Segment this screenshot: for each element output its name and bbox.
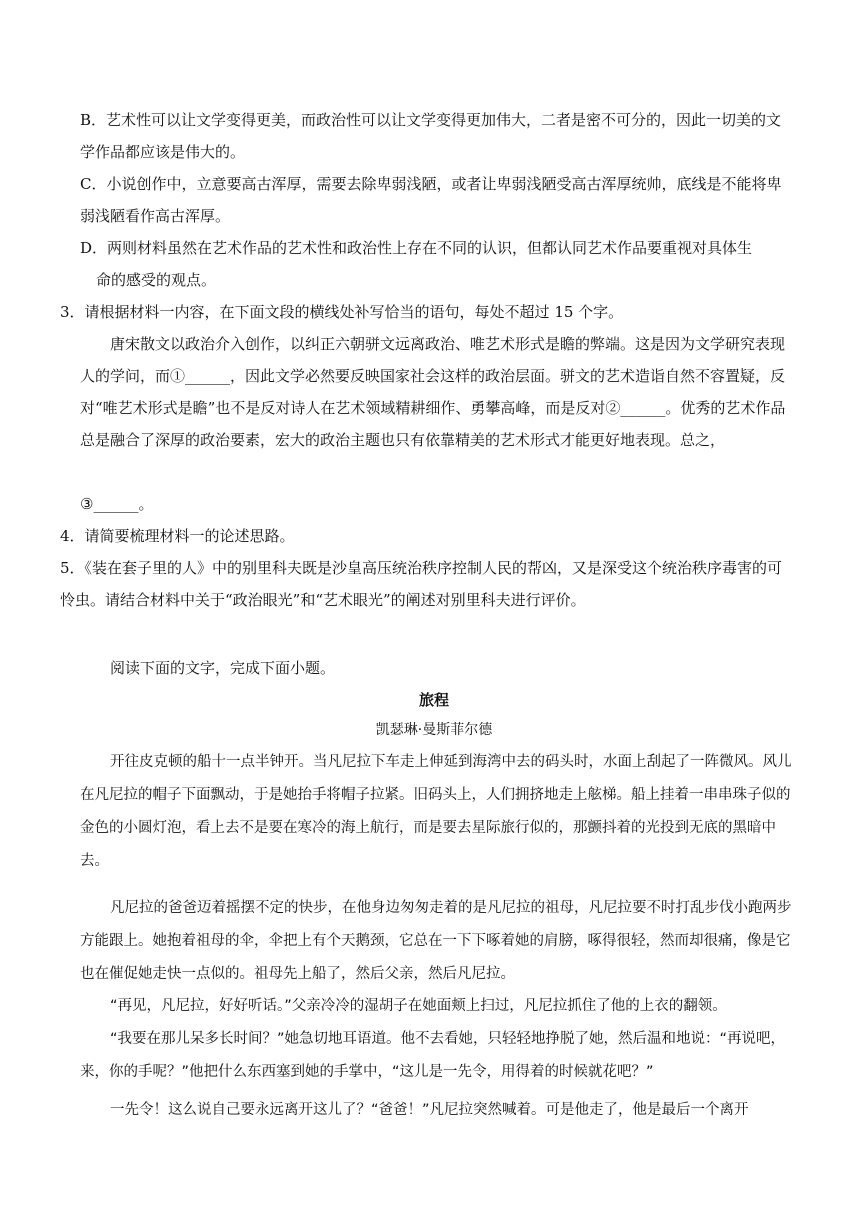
story-title: 旅程 [418,691,449,709]
option-d-line2: 命的感受的观点。 [96,271,217,289]
story-paragraph-3: “再见，凡尼拉，好好听话。”父亲冷冷的湿胡子在她面颊上扫过，凡尼拉抓住了他的上衣的翻领。 [110,998,727,1014]
story-paragraph-2: 凡尼拉的爸爸迈着摇摆不定的快步，在他身边匆匆走着的是凡尼拉的祖母，凡尼拉要不时打乱步伐小跑两步方能跟上。她抱着祖母的伞，伞把上有个天鹅颈，它总在一下下啄着她的肩膀，啄得很轻，然而却很痛，像是它也在催促她走快一点似的。祖母先上船了，然后父亲，然后凡尼拉。 [80,900,792,982]
question-3-passage: 唐宋散文以政治介入创作，以纠正六朝骈文远离政治、唯艺术形式是瞻的弊端。这是因为文学研究表现人的学问，而①______，因此文学必然要反映国家社会这样的政治层面。骈文的艺术造诣自然不容置疑，反对“唯艺术形式是瞻”也不是反对诗人在艺术领域精耕细作、勇攀高峰，而是反对②______。优秀的艺术作品总是融合了深厚的政治要素，宏大的政治主题也只有依靠精美的艺术形式才能更好地表现。总之， [80,335,786,449]
question-5: 5．《装在套子里的人》中的别里科夫既是沙皇高压统治秩序控制人民的帮凶，又是深受这个统治秩序毒害的可怜虫。请结合材料中关于“政治眼光”和“艺术眼光”的阐述对别里科夫进行评价。 [60,559,783,609]
story-paragraph-4: “我要在那儿呆多长时间？”她急切地耳语道。他不去看她，只轻轻地挣脱了她，然后温和地说：“再说吧，来，你的手呢？”他把什么东西塞到她的手掌中，“这儿是一先令，用得着的时候就花吧？” [80,1031,786,1080]
option-d-line1: D．两则材料虽然在艺术作品的艺术性和政治性上存在不同的认识，但都认同艺术作品要重视对具体生 [80,239,753,257]
question-3-ending: ③______。 [80,495,154,513]
option-c: C．小说创作中，立意要高古浑厚，需要去除卑弱浅陋，或者让卑弱浅陋受高古浑厚统帅，底线是不能将卑弱浅陋看作高古浑厚。 [80,175,782,225]
story-author: 凯瑟琳·曼斯菲尔德 [375,722,493,738]
story-paragraph-5: 一先令！这么说自己要永远离开这儿了？“爸爸！”凡尼拉突然喊着。可是他走了，他是最后一个离开 [110,1102,749,1118]
option-b: B．艺术性可以让文学变得更美，而政治性可以让文学变得更加伟大，二者是密不可分的，因此一切美的文学作品都应该是伟大的。 [80,111,782,161]
question-3-prompt: 3．请根据材料一内容，在下面文段的横线处补写恰当的语句，每处不超过 15 个字。 [60,303,624,321]
story-paragraph-1: 开往皮克顿的船十一点半钟开。当凡尼拉下车走上伸延到海湾中去的码头时，水面上刮起了一阵微风。风儿在凡尼拉的帽子下面飘动，于是她抬手将帽子拉紧。旧码头上，人们拥挤地走上舷梯。船上挂着一串串珠子似的金色的小圆灯泡，看上去不是要在寒冷的海上航行，而是要去星际旅行似的，那颤抖着的光投到无底的黑暗中去。 [80,754,792,869]
reading-instruction: 阅读下面的文字，完成下面小题。 [110,659,336,677]
question-4: 4．请简要梳理材料一的论述思路。 [60,527,295,545]
